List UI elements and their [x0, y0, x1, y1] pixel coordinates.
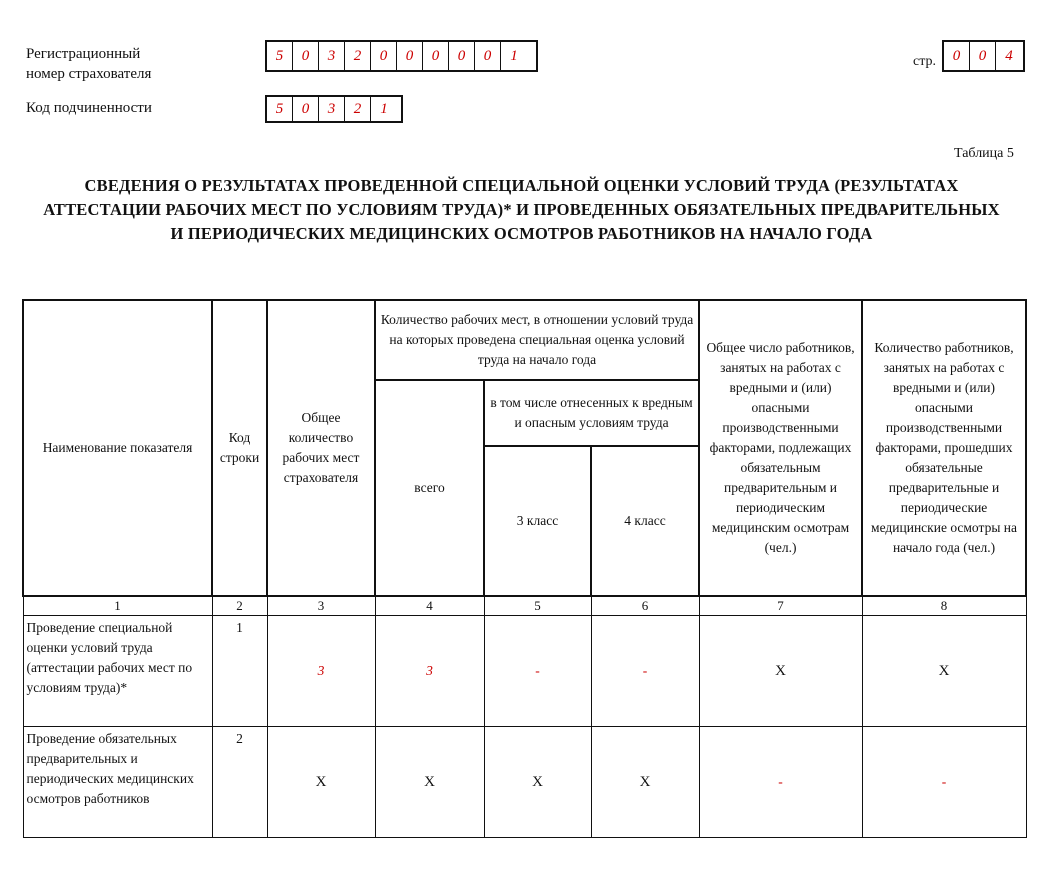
reg-digit: 0 [475, 42, 501, 70]
cell-value: - [862, 727, 1026, 838]
table-number: Таблица 5 [954, 146, 1014, 161]
reg-digit: 0 [293, 42, 319, 70]
subordination-label: Код подчиненности [26, 100, 152, 116]
cell-value: - [699, 727, 862, 838]
results-table [22, 299, 1027, 838]
reg-digit: 0 [423, 42, 449, 70]
page-digit: 0 [944, 42, 970, 70]
cell-value: 3 [375, 616, 484, 727]
row-name: Проведение обязательных предварительных и периодических медицинских осмотров работников [23, 727, 212, 838]
reg-number-label: Регистрационный номер страхователя [26, 46, 152, 82]
col-number: 4 [375, 596, 484, 616]
reg-digit: 2 [345, 42, 371, 70]
cell-value: 3 [267, 616, 375, 727]
page-digit: 0 [970, 42, 996, 70]
subordination-boxes [265, 95, 403, 123]
col-header-class3: 3 класс [484, 446, 591, 596]
col-number: 3 [267, 596, 375, 616]
table-row [23, 727, 1026, 838]
row-code: 1 [212, 616, 267, 727]
cell-value: - [484, 616, 591, 727]
cell-value: X [862, 616, 1026, 727]
col-number: 2 [212, 596, 267, 616]
sub-digit: 1 [380, 100, 388, 117]
page-label: стр. [913, 54, 937, 69]
page-digit: 4 [1005, 47, 1013, 64]
col-number: 8 [862, 596, 1026, 616]
reg-digit: 5 [267, 42, 293, 70]
col-number: 5 [484, 596, 591, 616]
col-header-workers-subject: Общее число работников, занятых на работах с вредными и (или) опасными производственными факторами, подлежащих обязательным предварительным и периодическим медицинским осмотрам (чел.) [699, 300, 862, 596]
cell-value: X [699, 616, 862, 727]
col-number: 1 [23, 596, 212, 616]
cell-value: - [591, 616, 699, 727]
sub-digit: 5 [267, 97, 293, 121]
col-header-total-workplaces: Общее количество рабочих мест страхователя [267, 300, 375, 596]
document-title: СВЕДЕНИЯ О РЕЗУЛЬТАТАХ ПРОВЕДЕННОЙ СПЕЦИАЛЬНОЙ ОЦЕНКИ УСЛОВИЙ ТРУДА (РЕЗУЛЬТАТАХ АТТЕСТАЦИИ РАБОЧИХ МЕСТ ПО УСЛОВИЯМ ТРУДА)* И ПРОВЕДЕННЫХ ОБЯЗАТЕЛЬНЫХ ПРЕДВАРИТЕЛЬНЫХ И ПЕРИОДИЧЕСКИХ МЕДИЦИНСКИХ ОСМОТРОВ РАБОТНИКОВ НА НАЧАЛО ГОДА [43, 176, 1000, 243]
col-header-class4: 4 класс [591, 446, 699, 596]
col-header-subgroup: в том числе отнесенных к вредным и опасным условиям труда [484, 380, 699, 446]
reg-digit: 0 [449, 42, 475, 70]
reg-digit: 3 [319, 42, 345, 70]
cell-value: X [267, 727, 375, 838]
table-row [23, 616, 1026, 727]
cell-value: X [484, 727, 591, 838]
col-number: 6 [591, 596, 699, 616]
cell-value: X [375, 727, 484, 838]
reg-digit: 0 [371, 42, 397, 70]
sub-digit: 2 [345, 97, 371, 121]
row-code: 2 [212, 727, 267, 838]
sub-digit: 0 [293, 97, 319, 121]
row-name: Проведение специальной оценки условий труда (аттестации рабочих мест по условиям труда)* [23, 616, 212, 727]
col-header-name: Наименование показателя [23, 300, 212, 596]
sub-digit: 3 [319, 97, 345, 121]
col-header-workers-passed: Количество работников, занятых на работах с вредными и (или) опасными производственными факторами, прошедших обязательные предварительные и периодические медицинские осмотры на начало года (чел.) [862, 300, 1026, 596]
reg-number-boxes [265, 40, 538, 72]
cell-value: X [591, 727, 699, 838]
page-number-boxes [942, 40, 1025, 72]
col-header-code: Код строки [212, 300, 267, 596]
reg-digit: 1 [510, 47, 518, 64]
col-number: 7 [699, 596, 862, 616]
col-header-group: Количество рабочих мест, в отношении условий труда на которых проведена специальная оценка условий труда на начало года [375, 300, 699, 380]
col-header-total: всего [375, 380, 484, 596]
reg-digit: 0 [397, 42, 423, 70]
